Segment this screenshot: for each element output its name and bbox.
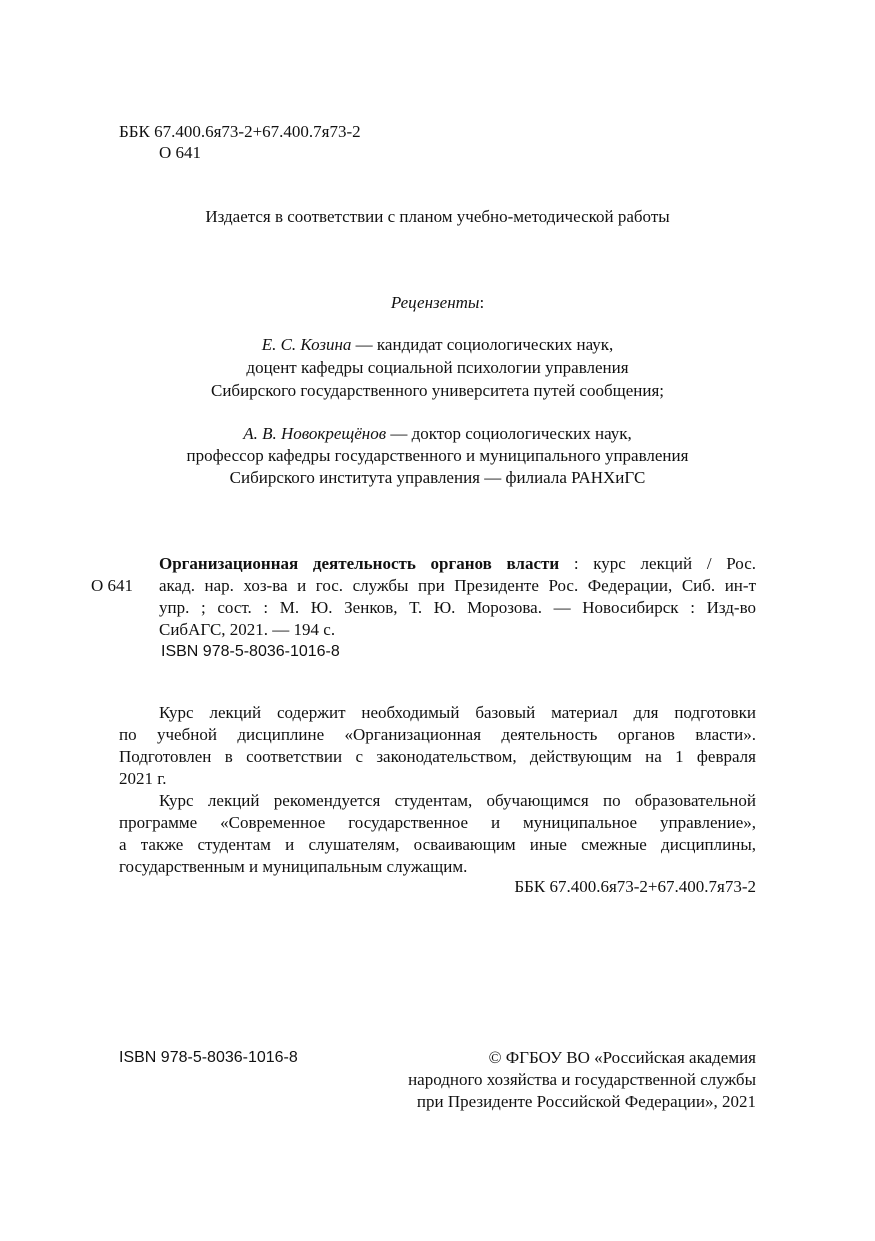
footer-isbn: ISBN 978-5-8036-1016-8: [119, 1049, 298, 1066]
reviewer-2-title: — доктор социологических наук,: [386, 424, 632, 443]
reviewer-1-line-2: доцент кафедры социальной психологии управления: [246, 358, 629, 377]
reviewer-2-line-2: профессор кафедры государственного и муниципального управления: [186, 446, 689, 465]
copyright-line-2: народного хозяйства и государственной службы: [408, 1070, 756, 1089]
annotation-p1-line-2: по учебной дисциплине «Организационная деятельность органов власти».: [119, 725, 756, 744]
annotation-p1-line-4: 2021 г.: [119, 769, 167, 788]
bbk-code: ББК 67.400.6я73-2+67.400.7я73-2: [119, 122, 361, 141]
bibliographic-line-3: упр. ; сост. : М. Ю. Зенков, Т. Ю. Морозова. — Новосибирск : Изд-во: [159, 598, 756, 617]
reviewers-heading: [0, 292, 875, 314]
author-mark: О 641: [159, 143, 202, 162]
reviewers-heading-colon: :: [479, 293, 485, 312]
reviewer-2-line-1: [0, 423, 875, 445]
bibliographic-mark: О 641: [91, 576, 134, 595]
copyright-line-1: © ФГБОУ ВО «Российская академия: [488, 1048, 756, 1067]
reviewer-1-title: — кандидат социологических наук,: [351, 335, 614, 354]
reviewer-1-name: Е. С. Козина: [261, 335, 352, 354]
annotation-p1-line-1: Курс лекций содержит необходимый базовый материал для подготовки: [159, 703, 756, 722]
bibliographic-line-4: СибАГС, 2021. — 194 с.: [159, 620, 336, 639]
bibliographic-line-2: акад. нар. хоз-ва и гос. службы при Президенте Рос. Федерации, Сиб. ин-т: [159, 576, 756, 595]
bibliographic-line-1: [159, 553, 756, 575]
reviewer-2-name: А. В. Новокрещёнов: [243, 424, 387, 443]
annotation-p2-line-3: а также студентам и слушателям, осваивающим иные смежные дисциплины,: [119, 835, 756, 854]
annotation-p2-line-4: государственным и муниципальным служащим.: [119, 857, 468, 876]
annotation-p1-line-3: Подготовлен в соответствии с законодательством, действующим на 1 февраля: [119, 747, 756, 766]
bibliographic-line-1-rest: : курс лекций / Рос.: [559, 554, 756, 573]
copyright-line-3: при Президенте Российской Федерации», 2021: [416, 1092, 756, 1111]
annotation-bbk: ББК 67.400.6я73-2+67.400.7я73-2: [514, 877, 756, 896]
publishing-note: Издается в соответствии с планом учебно-методической работы: [205, 207, 670, 226]
reviewer-2-line-3: Сибирского института управления — филиала РАНХиГС: [229, 468, 646, 487]
annotation-p2-line-2: программе «Современное государственное и муниципальное управление»,: [119, 813, 756, 832]
book-title: Организационная деятельность органов власти: [159, 554, 560, 573]
reviewer-1-line-1: [0, 334, 875, 356]
annotation-p2-line-1: Курс лекций рекомендуется студентам, обучающимся по образовательной: [159, 791, 756, 810]
reviewers-heading-text: Рецензенты: [390, 293, 480, 312]
bibliographic-isbn: ISBN 978-5-8036-1016-8: [161, 643, 340, 660]
reviewer-1-line-3: Сибирского государственного университета путей сообщения;: [211, 381, 664, 400]
